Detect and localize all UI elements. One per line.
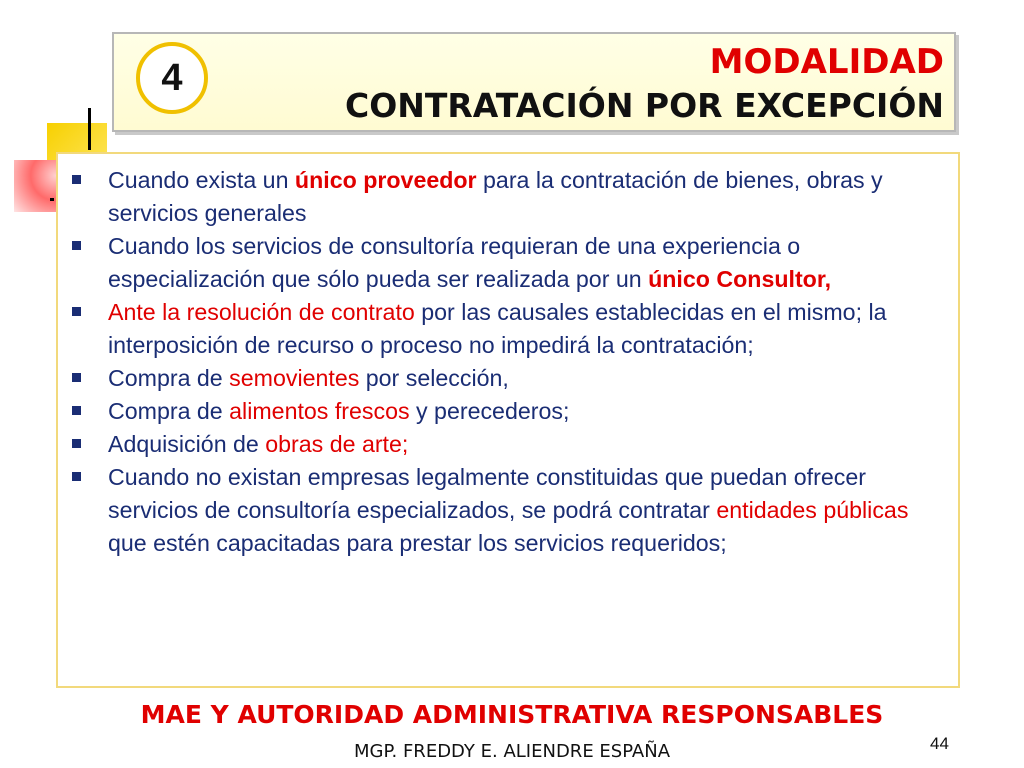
decorative-vertical-line: [88, 108, 91, 150]
square-bullet-icon: [72, 373, 81, 382]
bullet-text-segment: Adquisición de: [108, 431, 266, 457]
bullet-text-segment: por las causales establecidas en el mismo; la interposición de recurso o proceso no impedirá la contratación;: [108, 299, 887, 358]
decorative-tick-mark: [50, 198, 54, 201]
bullet-text-segment: Cuando no existan empresas legalmente constituidas que puedan ofrecer servicios de consultoría especializados, se podrá contratar: [108, 464, 866, 523]
content-box: [56, 152, 960, 688]
bullet-item: [108, 461, 938, 560]
section-number-badge: 4: [136, 42, 208, 114]
bullet-text-segment: y perecederos;: [409, 398, 570, 424]
title-box: [112, 32, 956, 132]
bullet-text-segment: que estén capacitadas para prestar los servicios requeridos;: [108, 530, 727, 556]
bullet-text-segment: Ante la resolución de contrato: [108, 299, 415, 325]
bullet-item: [108, 296, 938, 362]
bullet-text-segment: alimentos frescos: [229, 398, 410, 424]
bullet-item: [108, 428, 938, 461]
slide-title-contratacion: CONTRATACIÓN POR EXCEPCIÓN: [345, 86, 944, 125]
bullet-text-segment: obras de arte;: [265, 431, 409, 457]
bullet-item: [108, 164, 938, 230]
square-bullet-icon: [72, 472, 81, 481]
bullet-list: [58, 154, 958, 560]
bullet-text-segment: Cuando los servicios de consultoría requieran de una experiencia o especialización que sólo pueda ser realizada por un: [108, 233, 801, 292]
bullet-text-segment: entidades públicas: [716, 497, 909, 523]
author-name: MGP. FREDDY E. ALIENDRE ESPAÑA: [353, 741, 671, 762]
page-number: 44: [930, 734, 949, 753]
square-bullet-icon: [72, 307, 81, 316]
bullet-text-segment: único proveedor: [294, 167, 477, 193]
square-bullet-icon: [72, 439, 81, 448]
bullet-text-segment: para la contratación de bienes, obras y servicios generales: [108, 167, 883, 226]
bullet-text-segment: Cuando exista un: [108, 167, 295, 193]
bullet-text-segment: por selección,: [359, 365, 509, 391]
square-bullet-icon: [72, 406, 81, 415]
responsables-heading: MAE Y AUTORIDAD ADMINISTRATIVA RESPONSABLES: [140, 700, 884, 729]
bullet-item: [108, 395, 938, 428]
bullet-item: [108, 362, 938, 395]
slide-title-modalidad: MODALIDAD: [709, 42, 944, 82]
bullet-text-segment: único Consultor,: [648, 266, 832, 292]
bullet-item: [108, 230, 938, 296]
square-bullet-icon: [72, 175, 81, 184]
bullet-text-segment: semovientes: [229, 365, 360, 391]
square-bullet-icon: [72, 241, 81, 250]
bullet-text-segment: Compra de: [108, 365, 230, 391]
bullet-text-segment: Compra de: [108, 398, 230, 424]
